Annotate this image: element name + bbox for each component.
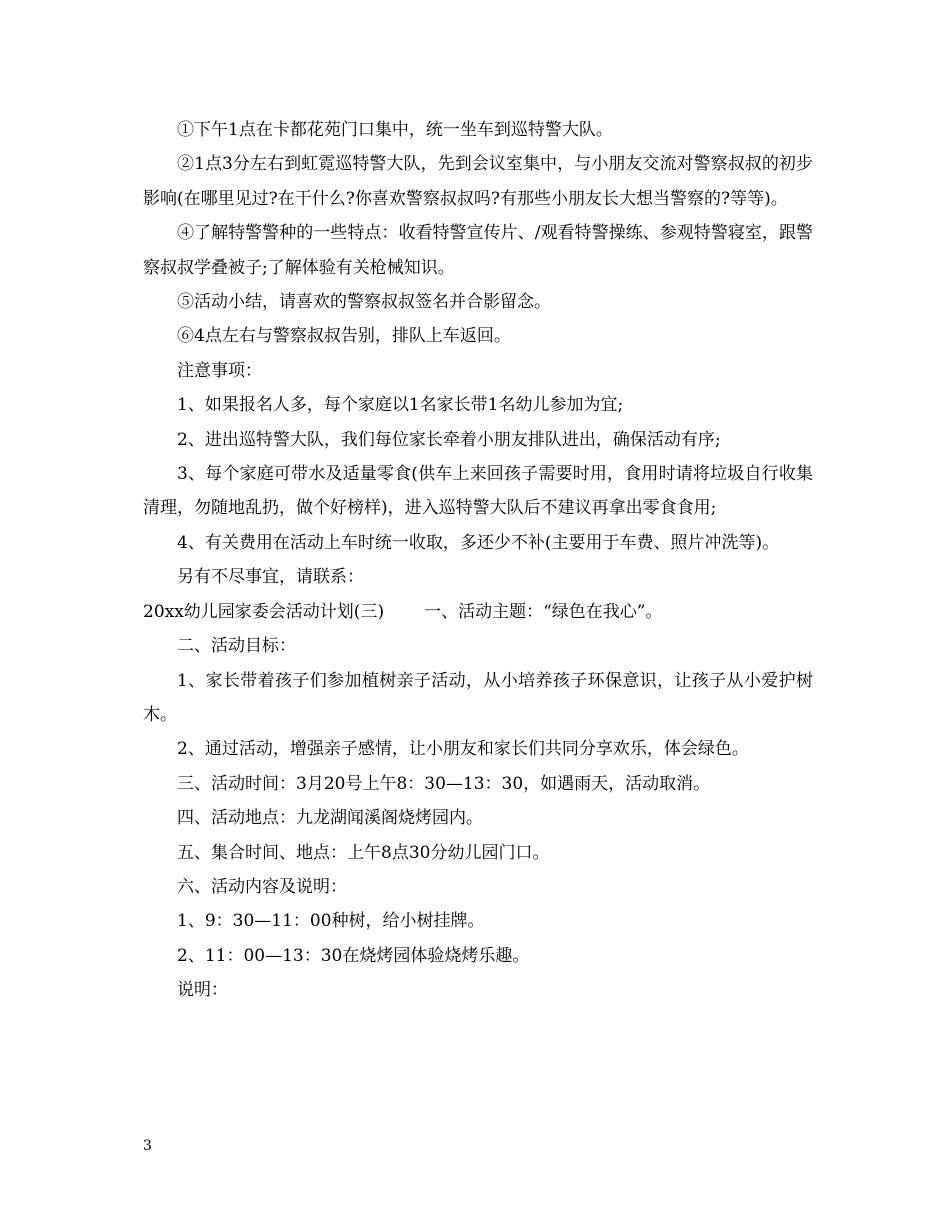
paragraph: ⑤活动小结，请喜欢的警察叔叔签名并合影留念。 [177,292,551,313]
paragraph: ⑥4点左右与警察叔叔告别，排队上车返回。 [177,326,511,347]
paragraph: 说明： [177,980,228,1001]
plan-heading: 20xx幼儿园家委会活动计划(三) [143,601,385,622]
paragraph: 2、进出巡特警大队，我们每位家长牵着小朋友排队进出，确保活动有序; [177,429,721,450]
paragraph: ②1点3分左右到虹霓巡特警大队，先到会议室集中，与小朋友交流对警察叔叔的初步影响(在哪里见过?在干什么?你喜欢警察叔叔吗?有那些小朋友长大想当警察的?等等)。 [143,154,813,209]
plan-heading-line [143,595,813,629]
paragraph: 2、通过活动，增强亲子感情，让小朋友和家长们共同分享欢乐，体会绿色。 [177,739,749,760]
paragraph: 四、活动地点：九龙湖闻溪阁烧烤园内。 [177,808,483,829]
paragraph: 3、每个家庭可带水及适量零食(供车上来回孩子需要时用，食用时请将垃圾自行收集清理，勿随地乱扔，做个好榜样)，进入巡特警大队后不建议再拿出零食食用; [143,464,813,519]
paragraph: 另有不尽事宜，请联系： [177,567,364,588]
paragraph: 1、如果报名人多，每个家庭以1名家长带1名幼儿参加为宜; [177,395,624,416]
paragraph: 2、11：00—13：30在烧烤园体验烧烤乐趣。 [177,945,530,966]
paragraph: 三、活动时间：3月20号上午8：30—13：30，如遇雨天，活动取消。 [177,773,711,794]
section-heading-notes: 注意事项： [177,360,262,381]
activity-theme: 一、活动主题：“绿色在我心”。 [424,601,663,622]
section-heading: 六、活动内容及说明： [177,876,347,897]
paragraph: 1、家长带着孩子们参加植树亲子活动，从小培养孩子环保意识，让孩子从小爱护树木。 [143,670,813,725]
paragraph: 1、9：30—11：00种树，给小树挂牌。 [177,911,485,932]
paragraph: ④了解特警警种的一些特点：收看特警宣传片、/观看特警操练、参观特警寝室，跟警察叔叔学叠被子;了解体验有关枪械知识。 [143,223,813,278]
paragraph: ①下午1点在卡都花苑门口集中，统一坐车到巡特警大队。 [177,120,613,140]
page-number: 3 [143,1138,152,1154]
section-heading: 二、活动目标： [177,636,296,657]
paragraph: 五、集合时间、地点：上午8点30分幼儿园门口。 [177,842,550,863]
document-body [143,113,813,1008]
paragraph: 4、有关费用在活动上车时统一收取，多还少不补(主要用于车费、照片冲洗等)。 [177,532,780,553]
